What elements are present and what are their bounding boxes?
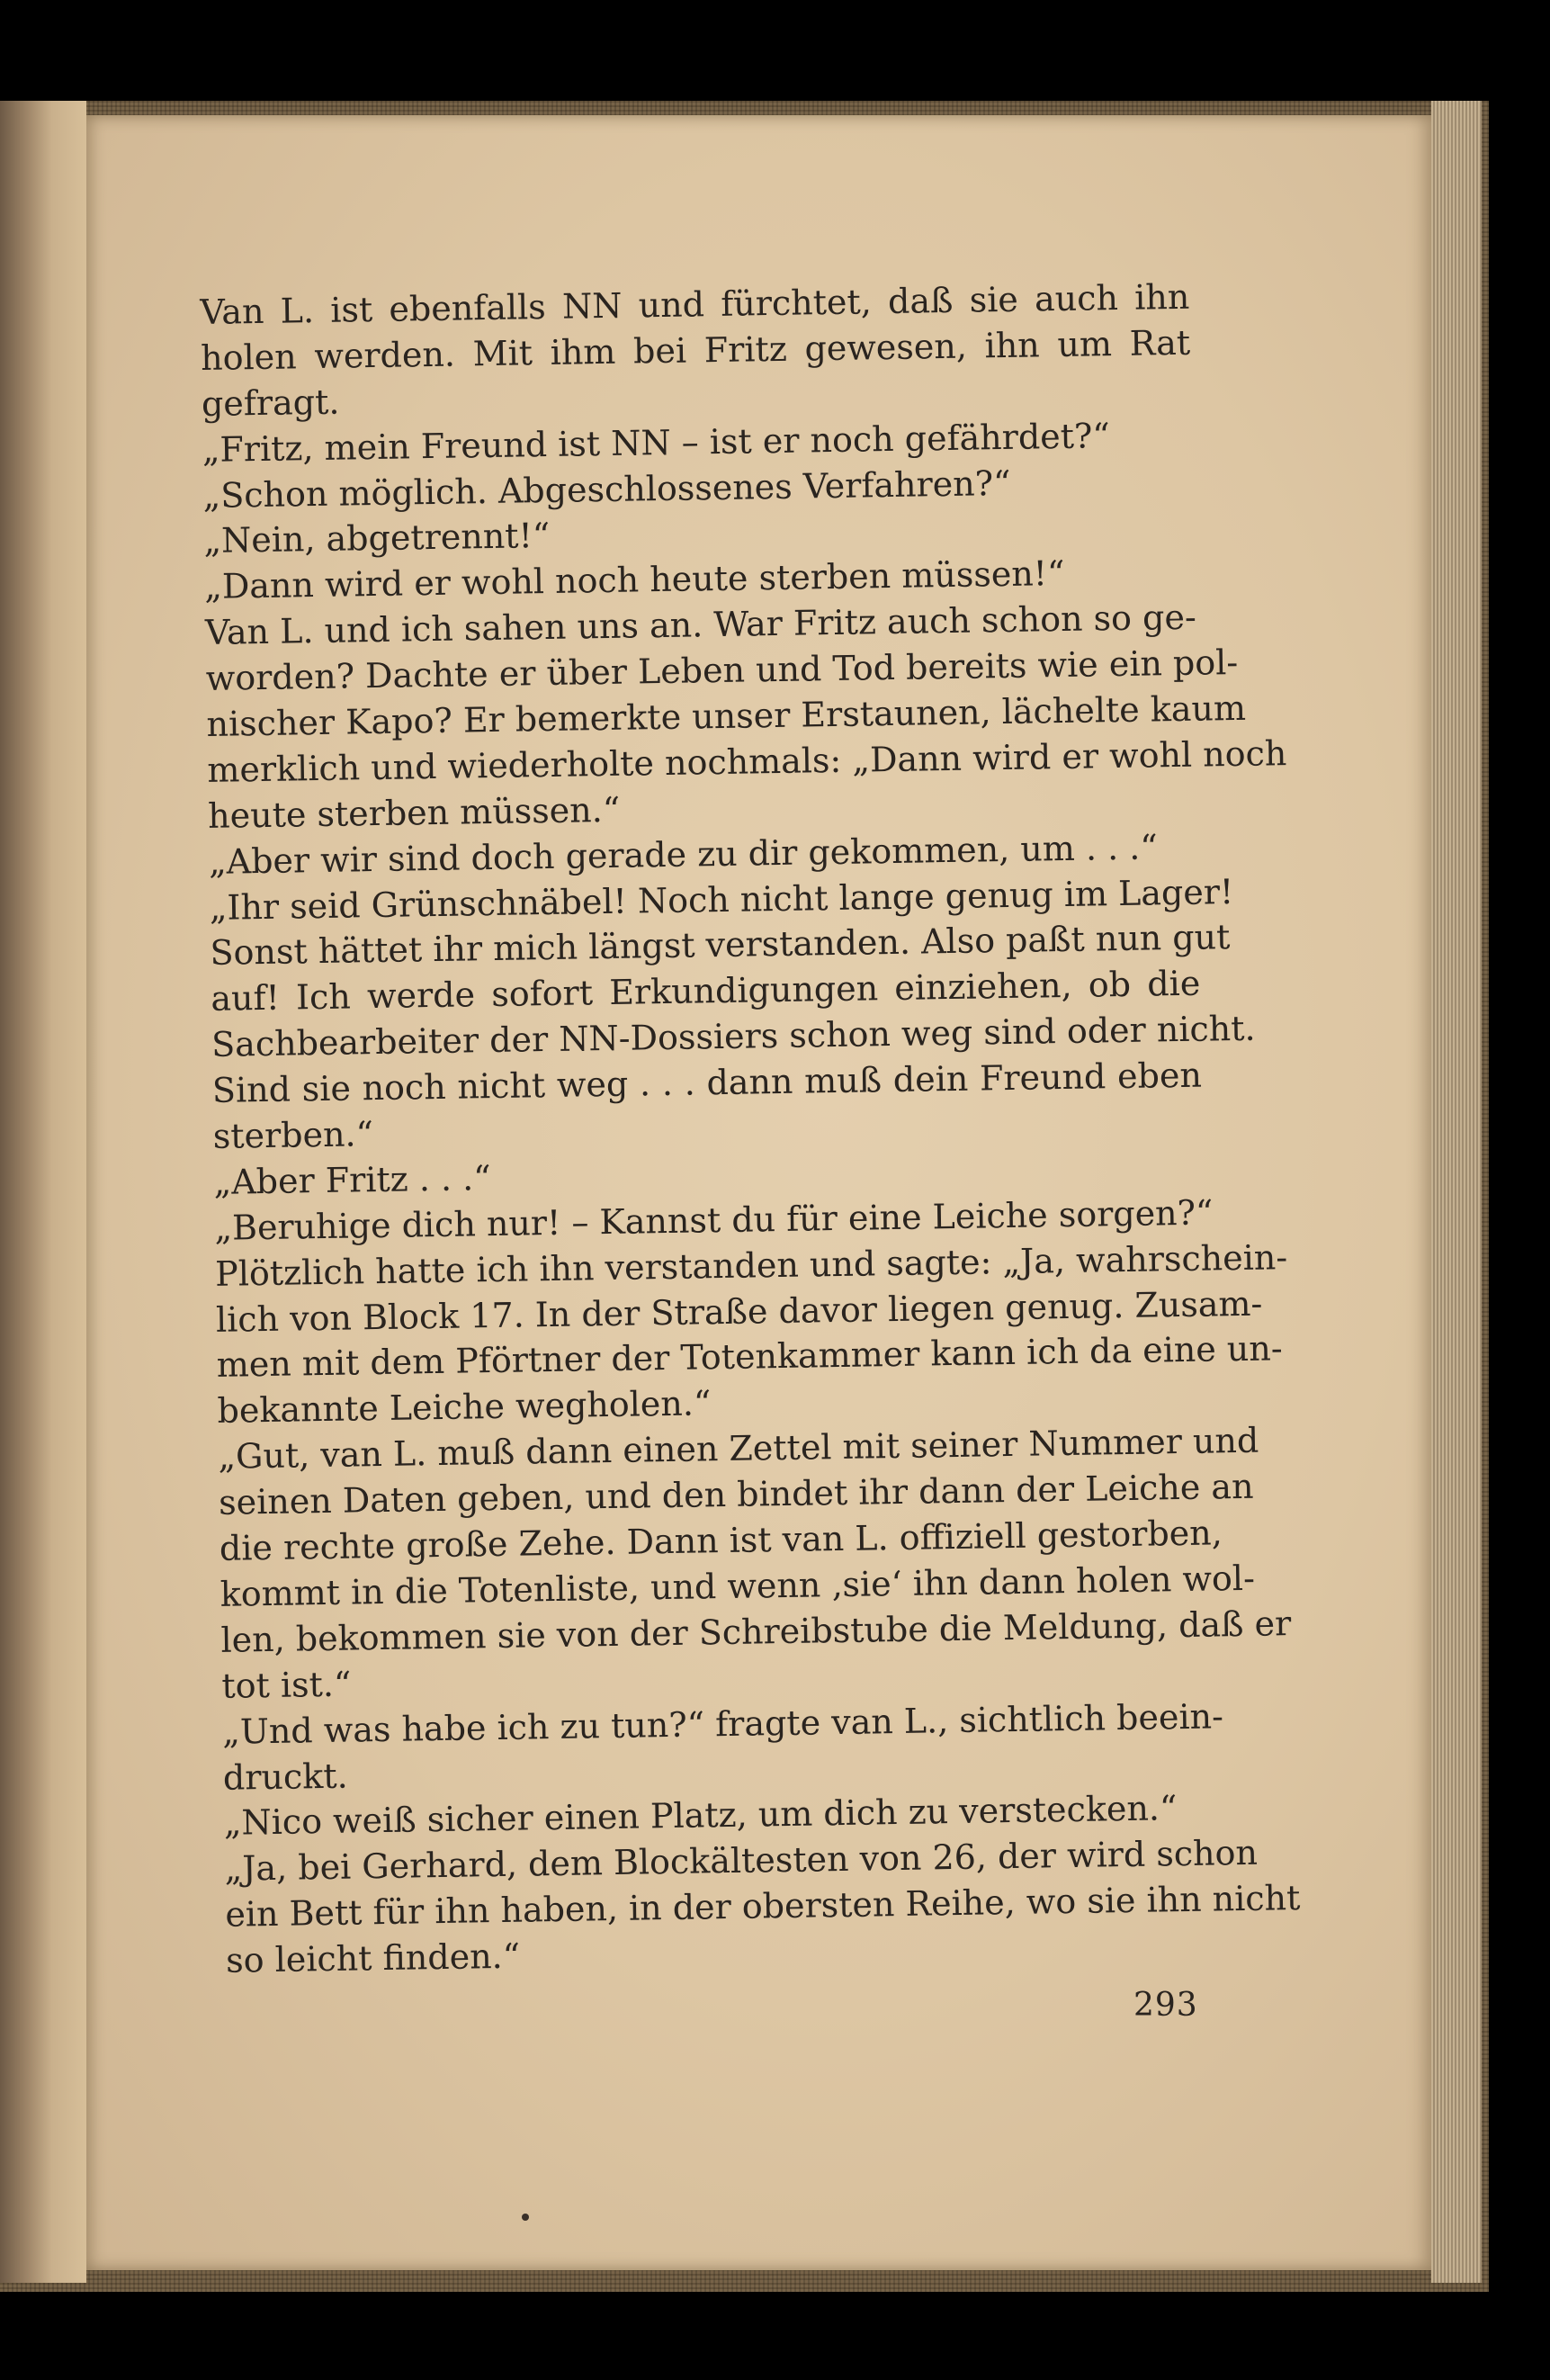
text-line: lich von Block 17. In der Straße davor liegen genug. Zusam-	[215, 1283, 1263, 1340]
text-line: men mit dem Pförtner der Totenkammer kann ich da eine un-	[216, 1328, 1283, 1386]
text-line: „Fritz, mein Freund ist NN – ist er noch gefährdet?“	[202, 415, 1111, 470]
text-line: auf! Ich werde sofort Erkundigungen einziehen, ob die	[211, 963, 1201, 1019]
text-line: „Gut, van L. muß dann einen Zettel mit seiner Nummer und	[218, 1420, 1259, 1477]
text-line: druckt.	[222, 1756, 348, 1798]
text-line: tot ist.“	[221, 1664, 352, 1706]
text-line: bekannte Leiche wegholen.“	[217, 1383, 712, 1432]
text-line: seinen Daten geben, und den bindet ihr dann der Leiche an	[218, 1466, 1254, 1522]
text-line: „Und was habe ich zu tun?“ fragte van L., sichtlich beein-	[221, 1695, 1224, 1752]
text-line: kommt in die Totenliste, und wenn ‚sie‘ ihn dann holen wol-	[220, 1558, 1256, 1614]
text-line: Sind sie noch nicht weg . . . dann muß dein Freund eben	[211, 1055, 1203, 1111]
page-text	[200, 274, 1301, 1984]
text-line: ein Bett für ihn haben, in der obersten Reihe, wo sie ihn nicht	[225, 1878, 1301, 1935]
text-line: „Nein, abgetrennt!“	[203, 516, 551, 561]
text-line: gefragt.	[201, 382, 340, 424]
text-line: „Aber Fritz . . .“	[213, 1157, 491, 1202]
text-line: „Ihr seid Grünschnäbel! Noch nicht lange genug im Lager!	[209, 871, 1234, 928]
text-line: so leicht finden.“	[225, 1935, 521, 1980]
text-line: merklich und wiederholte nochmals: „Dann wird er wohl noch	[207, 732, 1287, 790]
text-line: „Aber wir sind doch gerade zu dir gekommen, um . . .“	[208, 827, 1159, 882]
text-line: worden? Dachte er über Leben und Tod bereits wie ein pol-	[205, 642, 1239, 699]
ink-speck	[522, 2214, 529, 2221]
text-line: „Dann wird er wohl noch heute sterben müssen!“	[203, 553, 1065, 607]
text-line: sterben.“	[212, 1114, 374, 1156]
text-line: „Ja, bei Gerhard, dem Blockältesten von 26, der wird schon	[224, 1833, 1259, 1890]
page-edges	[1431, 101, 1482, 2283]
text-line: „Schon möglich. Abgeschlossenes Verfahren?“	[202, 463, 1011, 516]
text-line: die rechte große Zehe. Dann ist van L. offiziell gestorben,	[219, 1513, 1223, 1568]
text-line: len, bekommen sie von der Schreibstube die Meldung, daß er	[220, 1603, 1292, 1660]
text-line: Van L. ist ebenfalls NN und fürchtet, daß sie auch ihn	[200, 276, 1190, 332]
text-line: Sachbearbeiter der NN-Dossiers schon weg sind oder nicht.	[211, 1008, 1256, 1065]
text-line: Sonst hättet ihr mich längst verstanden. Also paßt nun gut	[210, 917, 1231, 974]
text-line: „Nico weiß sicher einen Platz, um dich zu verstecken.“	[223, 1788, 1178, 1844]
text-line: holen werden. Mit ihm bei Fritz gewesen, ihn um Rat	[200, 322, 1191, 378]
text-line: nischer Kapo? Er bemerkte unser Erstaunen, lächelte kaum	[206, 687, 1247, 744]
text-line: heute sterben müssen.“	[207, 789, 621, 836]
text-line: „Beruhige dich nur! – Kannst du für eine Leiche sorgen?“	[214, 1192, 1214, 1248]
book-gutter	[0, 101, 86, 2283]
page-number: 293	[1133, 1987, 1198, 2024]
text-line: Plötzlich hatte ich ihn verstanden und sagte: „Ja, wahrschein-	[214, 1236, 1288, 1294]
text-line: Van L. und ich sahen uns an. War Fritz auch schon so ge-	[204, 597, 1197, 653]
